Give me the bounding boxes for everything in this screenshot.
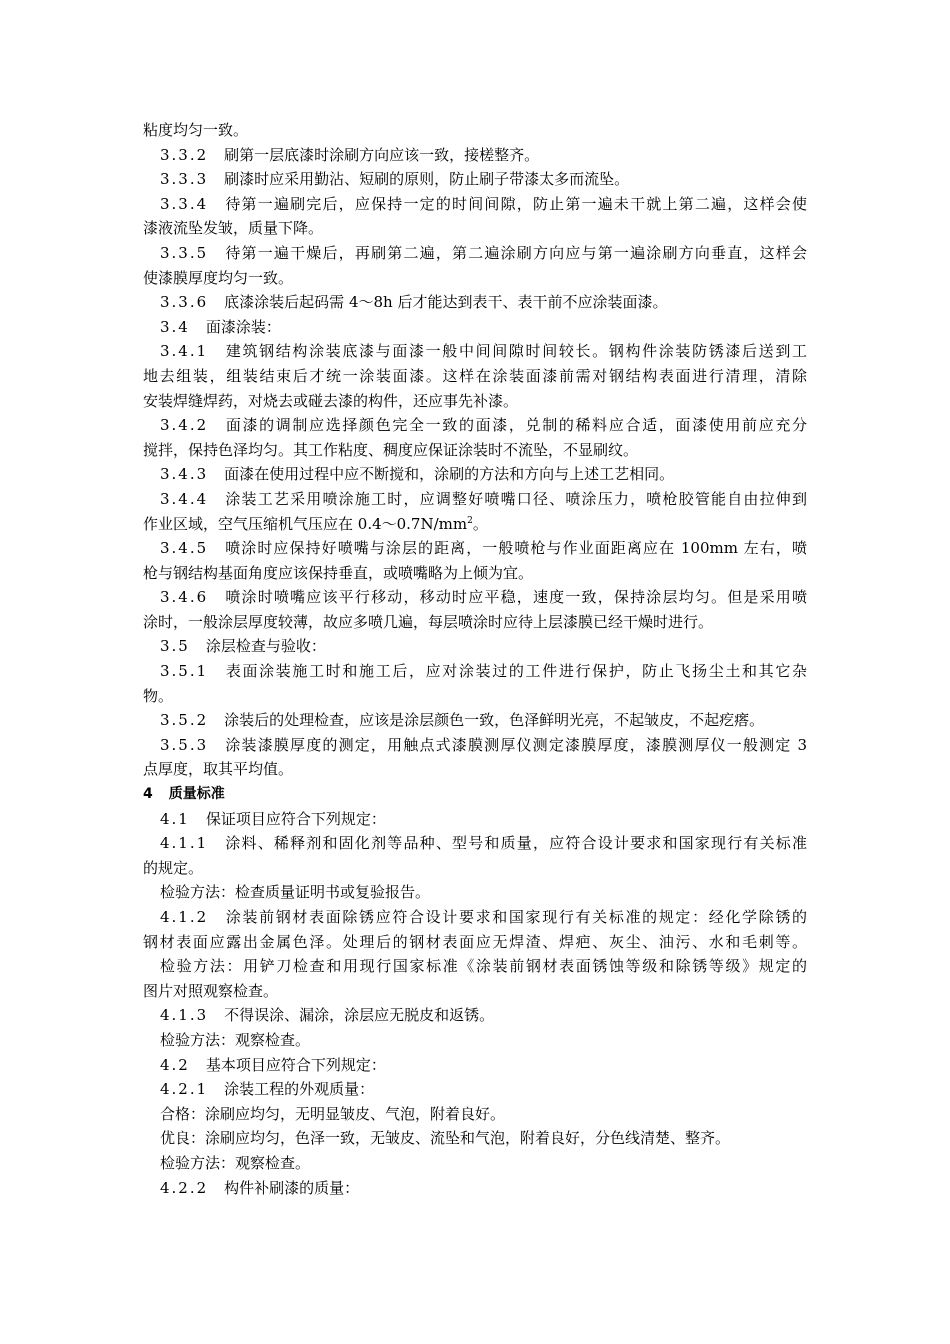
clause-4-2-2 bbox=[143, 1176, 807, 1201]
clause-3-4-1 bbox=[143, 339, 807, 364]
paragraph-text: 粘度均匀一致。 bbox=[143, 121, 249, 139]
clause-number: 3.5.2 bbox=[160, 711, 209, 730]
section-4-1 bbox=[143, 807, 807, 832]
clause-number: 3.4.1 bbox=[160, 342, 209, 361]
clause-text: 地去组装，组装结束后才统一涂装面漆。这样在涂装面漆前需对钢结构表面进行清理，清除 bbox=[143, 366, 807, 385]
clause-text: 涂料、稀释剂和固化剂等品种、型号和质量，应符合设计要求和国家现行有关标准 bbox=[224, 834, 807, 853]
superscript: 2 bbox=[467, 515, 473, 526]
clause-number: 3.4.3 bbox=[160, 465, 209, 484]
clause-text: 底漆涂装后起码需 4～8h 后才能达到表干、表干前不应涂装面漆。 bbox=[224, 293, 668, 312]
clause-text: 涂装工艺采用喷涂施工时，应调整好喷嘴口径、喷涂压力，喷枪胶管能自由拉伸到 bbox=[224, 489, 807, 508]
clause-text: 使漆膜厚度均匀一致。 bbox=[143, 268, 294, 287]
clause-4-1-3 bbox=[143, 1003, 807, 1028]
clause-text: 钢材表面应露出金属色泽。处理后的钢材表面应无焊渣、焊疤、灰尘、油污、水和毛刺等。 bbox=[143, 932, 807, 951]
text-line bbox=[143, 118, 807, 143]
clause-number: 3.3.3 bbox=[160, 170, 209, 189]
section-title: 面漆涂装： bbox=[205, 317, 281, 336]
clause-text: 表面涂装施工时和施工后，应对涂装过的工件进行保护，防止飞扬尘土和其它杂 bbox=[224, 662, 807, 681]
clause-text: 待第一遍刷完后，应保持一定的时间间隙，防止第一遍未干就上第二遍，这样会使 bbox=[224, 194, 807, 213]
text-line bbox=[143, 364, 807, 389]
inspection-method bbox=[143, 880, 807, 905]
clause-number: 3.5.1 bbox=[160, 662, 209, 681]
clause-text: 刷漆时应采用勤沾、短刷的原则，防止刷子带漆太多而流坠。 bbox=[224, 170, 630, 189]
text-line bbox=[143, 512, 807, 537]
clause-number: 3.5.3 bbox=[160, 735, 209, 754]
clause-3-5-2 bbox=[143, 708, 807, 733]
text-line bbox=[143, 979, 807, 1004]
clause-text: 点厚度，取其平均值。 bbox=[143, 760, 294, 779]
clause-text: 建筑钢结构涂装底漆与面漆一般中间间隙时间较长。钢构件涂装防锈漆后送到工 bbox=[224, 342, 807, 361]
grade-excellent bbox=[143, 1126, 807, 1151]
clause-text: 作业区域，空气压缩机气压应在 0.4～0.7N/mm bbox=[143, 514, 468, 533]
text-line bbox=[143, 266, 807, 291]
section-number: 4.1 bbox=[160, 809, 190, 828]
clause-number: 4.1.3 bbox=[160, 1006, 209, 1025]
clause-number: 3.4.6 bbox=[160, 588, 209, 607]
clause-text: 刷第一层底漆时涂刷方向应该一致，接槎整齐。 bbox=[224, 145, 540, 164]
document-body bbox=[143, 118, 807, 1200]
section-4-2 bbox=[143, 1053, 807, 1078]
clause-text: 搅拌，保持色泽均匀。其工作粘度、稠度应保证涂装时不流坠，不显刷纹。 bbox=[143, 440, 639, 459]
method-text: 检验方法：观察检查。 bbox=[160, 1030, 311, 1049]
clause-number: 3.3.5 bbox=[160, 243, 209, 262]
grade-qualified bbox=[143, 1102, 807, 1127]
clause-3-3-2 bbox=[143, 143, 807, 168]
section-title: 涂层检查与验收： bbox=[205, 637, 326, 656]
clause-number: 3.3.6 bbox=[160, 293, 209, 312]
inspection-method bbox=[143, 954, 807, 979]
clause-4-2-1 bbox=[143, 1077, 807, 1102]
inspection-method bbox=[143, 1028, 807, 1053]
clause-3-3-5 bbox=[143, 241, 807, 266]
clause-3-4-6 bbox=[143, 585, 807, 610]
clause-4-1-1 bbox=[143, 831, 807, 856]
clause-text: 不得误涂、漏涂，涂层应无脱皮和返锈。 bbox=[224, 1006, 495, 1025]
clause-text: 涂时，一般涂层厚度较薄，故应多喷几遍，每层喷涂时应待上层漆膜已经干燥时进行。 bbox=[143, 612, 714, 631]
clause-text: 涂装漆膜厚度的测定，用触点式漆膜测厚仪测定漆膜厚度，漆膜测厚仪一般测定 3 bbox=[224, 735, 807, 754]
clause-text: 涂装工程的外观质量： bbox=[224, 1080, 375, 1099]
inspection-method bbox=[143, 1151, 807, 1176]
clause-3-3-6 bbox=[143, 290, 807, 315]
text-line bbox=[143, 389, 807, 414]
text-line bbox=[143, 216, 807, 241]
clause-text: 面漆在使用过程中应不断搅和，涂刷的方法和方向与上述工艺相同。 bbox=[224, 465, 675, 484]
clause-number: 3.4.5 bbox=[160, 539, 209, 558]
text-line bbox=[143, 561, 807, 586]
clause-3-4-5 bbox=[143, 536, 807, 561]
clause-text: 安装焊缝焊药，对烧去或碰去漆的构件，还应事先补漆。 bbox=[143, 391, 519, 410]
text-line bbox=[143, 757, 807, 782]
clause-text: 喷涂时喷嘴应该平行移动，移动时应平稳，速度一致，保持涂层均匀。但是采用喷 bbox=[224, 588, 807, 607]
method-text: 检验方法：检查质量证明书或复验报告。 bbox=[160, 883, 431, 902]
text-line bbox=[143, 610, 807, 635]
text-line bbox=[143, 930, 807, 955]
section-number: 4.2 bbox=[160, 1055, 190, 1074]
clause-number: 4.2.1 bbox=[160, 1080, 209, 1099]
clause-4-1-2 bbox=[143, 905, 807, 930]
clause-3-5-1 bbox=[143, 659, 807, 684]
clause-text: 待第一遍干燥后，再刷第二遍，第二遍涂刷方向应与第一遍涂刷方向垂直，这样会 bbox=[224, 243, 807, 262]
clause-text: 漆液流坠发皱，质量下降。 bbox=[143, 219, 324, 238]
clause-3-4-3 bbox=[143, 462, 807, 487]
clause-3-3-4 bbox=[143, 192, 807, 217]
clause-text: 涂装前钢材表面除锈应符合设计要求和国家现行有关标准的规定：经化学除锈的 bbox=[224, 908, 807, 926]
grade-text: 优良：涂刷应均匀，色泽一致，无皱皮、流坠和气泡，附着良好，分色线清楚、整齐。 bbox=[160, 1129, 731, 1148]
section-title: 保证项目应符合下列规定： bbox=[205, 809, 386, 828]
clause-text: 涂装后的处理检查，应该是涂层颜色一致，色泽鲜明光亮，不起皱皮，不起疙瘩。 bbox=[224, 711, 765, 730]
clause-3-3-3 bbox=[143, 167, 807, 192]
section-title: 基本项目应符合下列规定： bbox=[205, 1055, 386, 1074]
chapter-heading bbox=[143, 782, 807, 807]
clause-text: 的规定。 bbox=[143, 858, 204, 877]
clause-text: 喷涂时应保持好喷嘴与涂层的距离，一般喷枪与作业面距离应在 100mm 左右，喷 bbox=[224, 539, 807, 558]
clause-3-5-3 bbox=[143, 733, 807, 758]
method-text: 检验方法：用铲刀检查和用现行国家标准《涂装前钢材表面锈蚀等级和除锈等级》规定的 bbox=[160, 957, 807, 976]
method-text: 检验方法：观察检查。 bbox=[160, 1153, 311, 1172]
text-line bbox=[143, 438, 807, 463]
grade-text: 合格：涂刷应均匀，无明显皱皮、气泡，附着良好。 bbox=[160, 1104, 506, 1123]
clause-number: 3.3.2 bbox=[160, 145, 209, 164]
clause-number: 4.2.2 bbox=[160, 1178, 209, 1197]
section-3-5 bbox=[143, 634, 807, 659]
clause-number: 3.4.4 bbox=[160, 489, 209, 508]
clause-3-4-4 bbox=[143, 487, 807, 512]
clause-3-4-2 bbox=[143, 413, 807, 438]
clause-number: 4.1.2 bbox=[160, 908, 209, 926]
method-text: 图片对照观察检查。 bbox=[143, 981, 279, 1000]
clause-text: 物。 bbox=[143, 686, 174, 705]
clause-number: 3.4.2 bbox=[160, 416, 209, 435]
text-line bbox=[143, 856, 807, 881]
text-line bbox=[143, 684, 807, 709]
chapter-title: 质量标准 bbox=[168, 786, 225, 803]
clause-text: 构件补刷漆的质量： bbox=[224, 1178, 360, 1197]
section-number: 3.5 bbox=[160, 637, 190, 656]
clause-text: 枪与钢结构基面角度应该保持垂直，或喷嘴略为上倾为宜。 bbox=[143, 563, 534, 582]
clause-number: 4.1.1 bbox=[160, 834, 209, 853]
clause-text: 。 bbox=[472, 514, 488, 533]
clause-number: 3.3.4 bbox=[160, 194, 209, 213]
section-3-4 bbox=[143, 315, 807, 340]
chapter-number: 4 bbox=[143, 786, 153, 803]
clause-text: 面漆的调制应选择颜色完全一致的面漆，兑制的稀料应合适，面漆使用前应充分 bbox=[224, 416, 807, 435]
section-number: 3.4 bbox=[160, 317, 190, 336]
